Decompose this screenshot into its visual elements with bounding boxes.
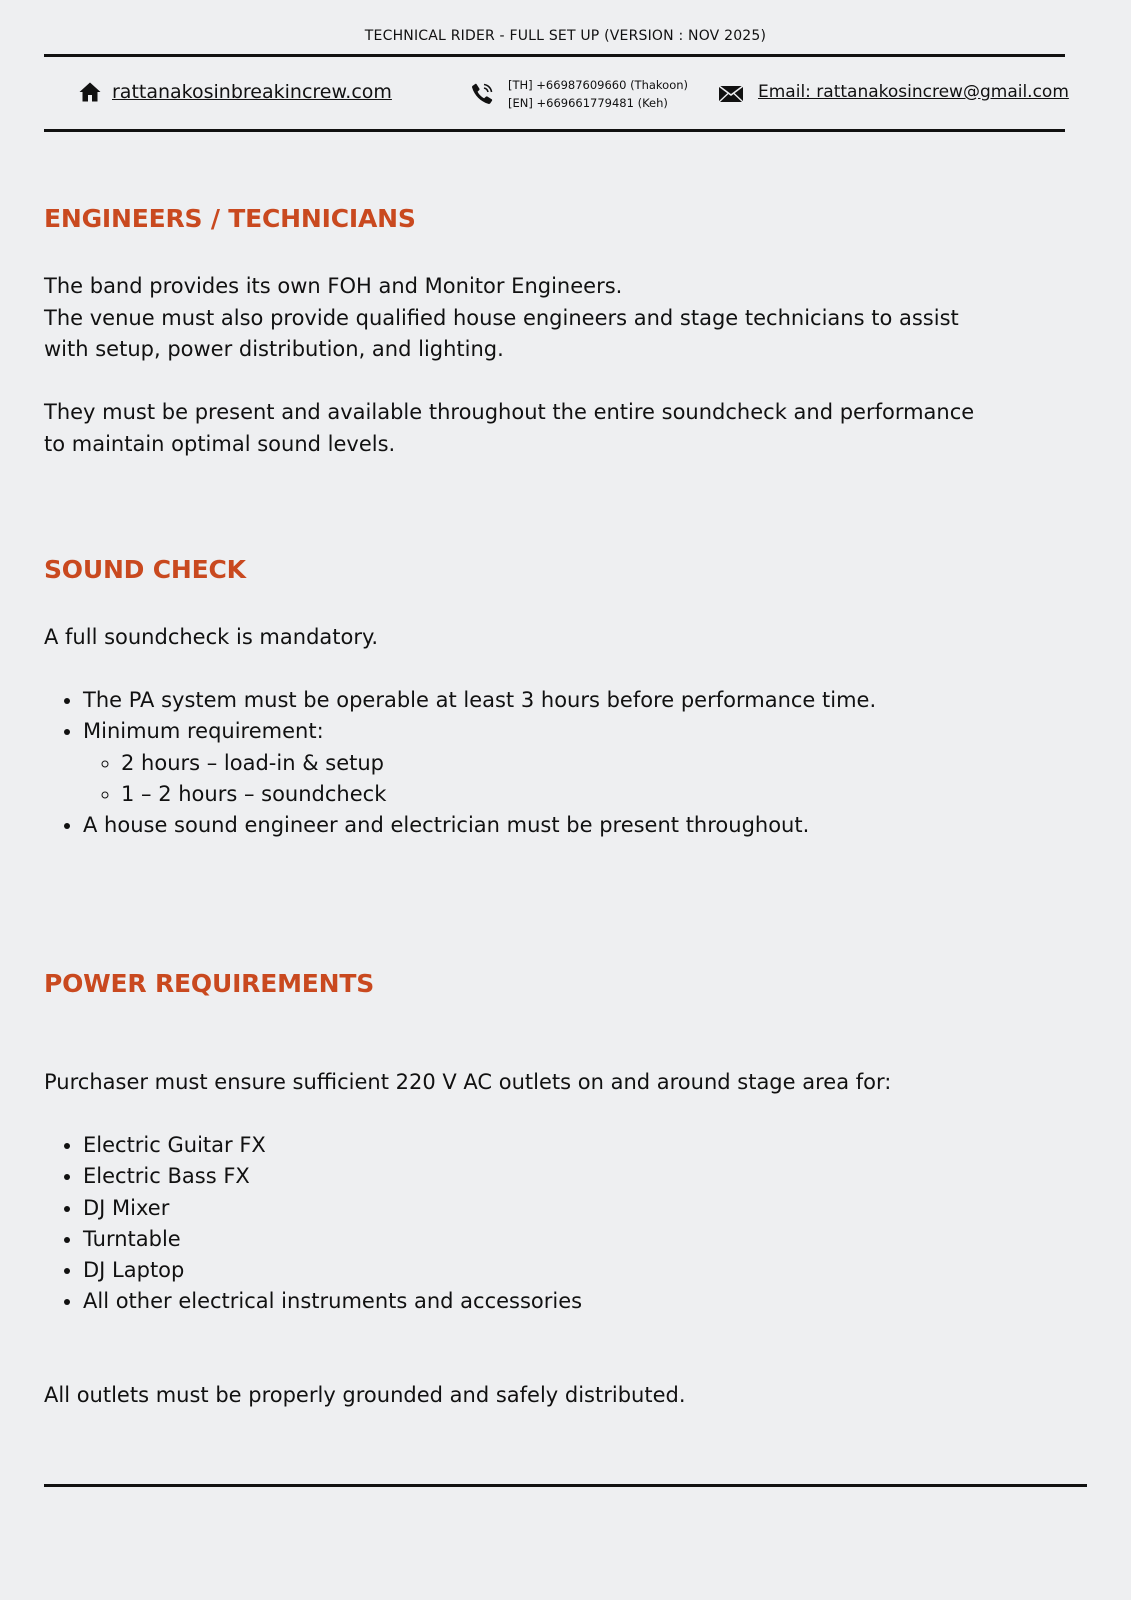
email-link[interactable]: Email: rattanakosincrew@gmail.com <box>758 82 1069 102</box>
list-item <box>83 716 876 810</box>
power-intro <box>44 1067 1074 1099</box>
engineers-line: The band provides its own FOH and Monitor Engineers. <box>44 274 623 298</box>
power-list <box>44 1130 582 1318</box>
envelope-icon <box>718 84 744 104</box>
soundcheck-heading: SOUND CHECK <box>44 555 246 584</box>
power-footer-note-text: All outlets must be properly grounded and safely distributed. <box>44 1383 686 1407</box>
email-contact[interactable] <box>718 80 1069 104</box>
sub-list-item: ◦ 2 hours – load-in & setup <box>121 748 876 779</box>
phone-icon <box>470 82 494 106</box>
home-icon <box>78 80 102 104</box>
engineers-paragraph-1 <box>44 271 1074 366</box>
power-intro-text: Purchaser must ensure sufficient 220 V AC outlets on and around stage area for: <box>44 1070 892 1094</box>
engineers-line: with setup, power distribution, and lighting. <box>44 337 504 361</box>
website-link[interactable]: rattanakosinbreakincrew.com <box>112 81 392 103</box>
soundcheck-intro-text: A full soundcheck is mandatory. <box>44 625 379 649</box>
list-item-text: Minimum requirement: <box>83 719 324 744</box>
document-header: TECHNICAL RIDER - FULL SET UP (VERSION : NOV 2025) <box>364 28 767 44</box>
list-item: • Electric Bass FX <box>83 1161 582 1192</box>
power-heading: POWER REQUIREMENTS <box>44 969 375 998</box>
soundcheck-list <box>44 685 876 841</box>
header-top-rule <box>44 54 1065 57</box>
list-item: • A house sound engineer and electrician must be present throughout. <box>83 810 876 841</box>
phone-contact <box>470 76 688 112</box>
phone-th[interactable]: [TH] +66987609660 (Thakoon) <box>508 78 689 92</box>
footer-rule <box>44 1484 1087 1487</box>
list-item: • Electric Guitar FX <box>83 1130 582 1161</box>
engineers-paragraph-2 <box>44 397 1074 460</box>
list-item: • DJ Mixer <box>83 1193 582 1224</box>
engineers-line: The venue must also provide qualified house engineers and stage technicians to assist <box>44 305 959 330</box>
website-contact[interactable] <box>78 80 392 104</box>
soundcheck-intro <box>44 622 1074 654</box>
engineers-line: They must be present and available throughout the entire soundcheck and performance <box>44 400 975 424</box>
engineers-heading: ENGINEERS / TECHNICIANS <box>44 204 416 233</box>
engineers-line: to maintain optimal sound levels. <box>44 431 396 456</box>
list-item: • The PA system must be operable at least 3 hours before performance time. <box>83 685 876 716</box>
header-bottom-rule <box>44 129 1065 132</box>
soundcheck-sublist <box>83 748 876 811</box>
power-footer-note <box>44 1380 1074 1412</box>
list-item: • Turntable <box>83 1224 582 1255</box>
list-item: • DJ Laptop <box>83 1255 582 1286</box>
sub-list-item: ◦ 1 – 2 hours – soundcheck <box>121 779 876 810</box>
list-item: • All other electrical instruments and accessories <box>83 1286 582 1317</box>
phone-en[interactable]: [EN] +669661779481 (Keh) <box>508 96 668 110</box>
